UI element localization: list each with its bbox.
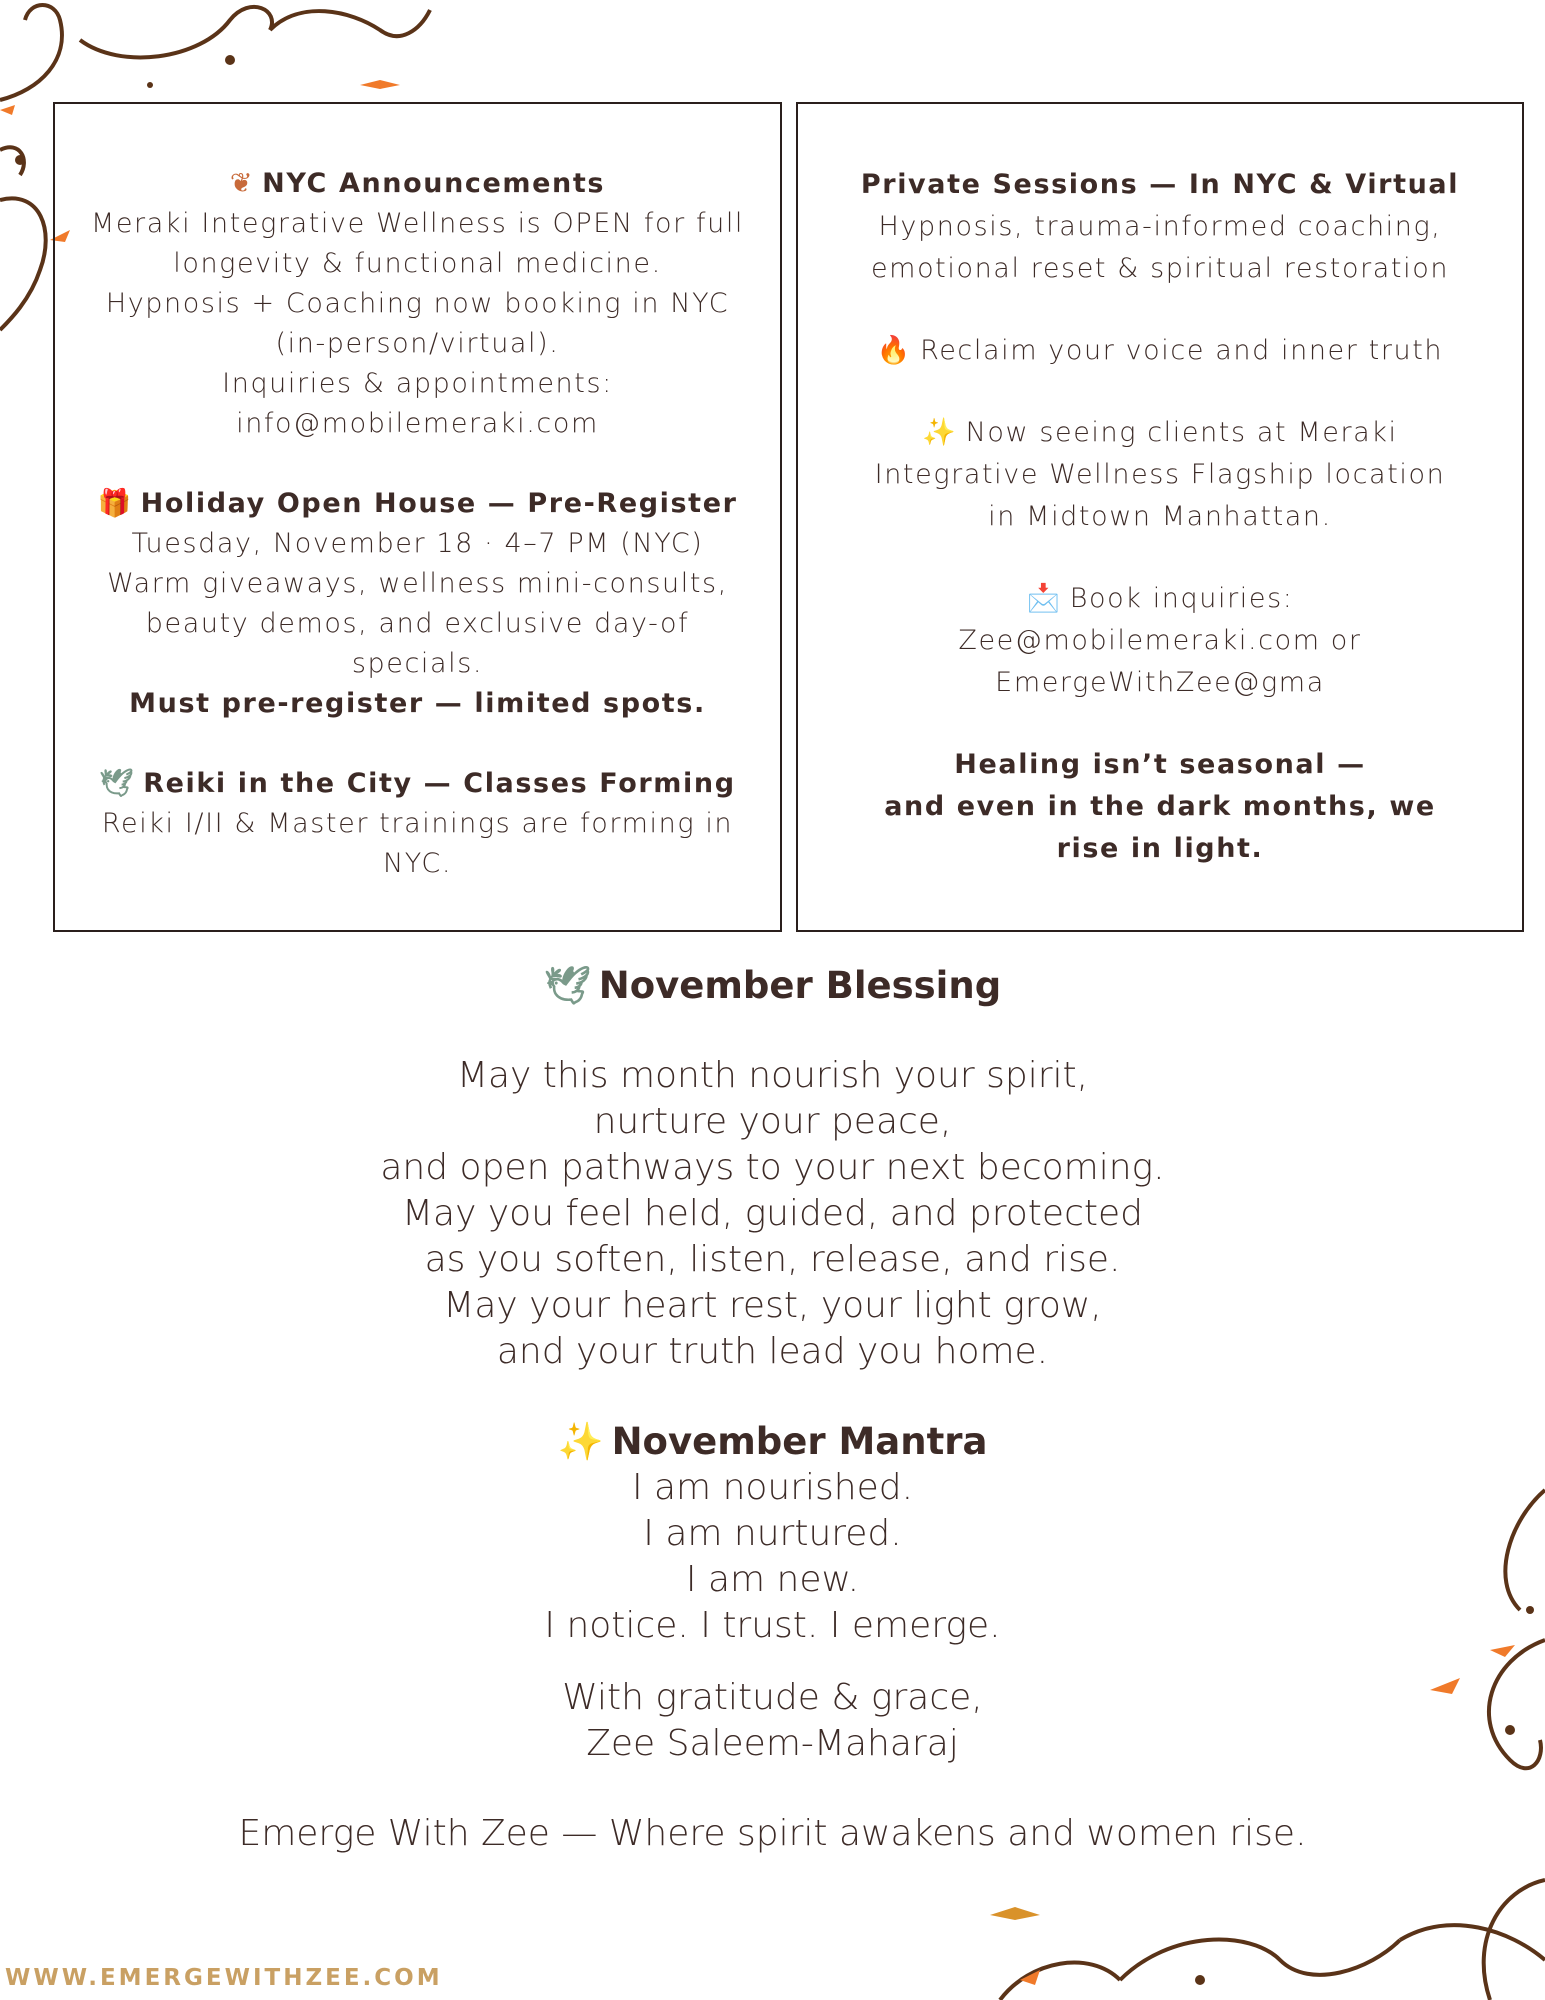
dove-icon: 🕊 [543,964,591,1007]
leaves-icon: ❦ [229,168,255,199]
sessions-line: emotional reset & spiritual restoration [870,253,1450,284]
open-house-line: specials. [351,648,484,679]
sessions-line: Hypnosis, trauma-informed coaching, [878,211,1442,242]
mantra-heading: ✨ November Mantra [557,1420,988,1463]
announcement-line: (in-person/virtual). [275,328,560,359]
announcements-heading: ❦ NYC Announcements [55,164,780,204]
mantra-line: I am nurtured. [643,1513,902,1554]
book-line: 📩 Book inquiries: [798,578,1522,620]
blessing-line: May your heart rest, your light grow, [443,1285,1102,1326]
reclaim-line: 🔥 Reclaim your voice and inner truth [798,330,1522,372]
gmail-link[interactable]: EmergeWithZee@gma [995,667,1325,698]
website-link[interactable]: WWW.EMERGEWITHZEE.COM [5,1965,443,1991]
blessing-line: May this month nourish your spirit, [456,1055,1089,1096]
blessing-line: and your truth lead you home. [496,1331,1049,1372]
open-house-line: beauty demos, and exclusive day-of [145,608,690,639]
mantra-line: I am nourished. [631,1467,914,1508]
nyc-announcements-panel [53,102,782,932]
reiki-line: Reiki I/II & Master trainings are forming in [101,808,734,839]
signoff-line: With gratitude & grace, [562,1677,983,1718]
blessing-line: May you feel held, guided, and protected [402,1193,1143,1234]
blessing-section [0,963,1545,1857]
blessing-line: as you soften, listen, release, and rise. [424,1239,1121,1280]
info-email-link[interactable]: info@mobilemeraki.com [236,408,599,439]
blessing-line: and open pathways to your next becoming. [380,1147,1165,1188]
preregister-note: Must pre-register — limited spots. [129,688,706,719]
open-house-heading: 🎁 Holiday Open House — Pre-Register [55,484,780,524]
open-house-line: Warm giveaways, wellness mini-consults, [107,568,728,599]
fire-icon: 🔥 [876,335,913,366]
seeing-line: ✨ Now seeing clients at Meraki [798,412,1522,454]
dove-icon: 🕊 [99,768,136,799]
open-house-line: Tuesday, November 18 · 4–7 PM (NYC) [131,528,704,559]
tagline: Emerge With Zee — Where spirit awakens and women rise. [238,1813,1307,1854]
closing-line: Healing isn’t seasonal — [954,749,1366,780]
reiki-heading: 🕊 Reiki in the City — Classes Forming [55,764,780,804]
mantra-line: I am new. [685,1559,860,1600]
announcement-line: Hypnosis + Coaching now booking in NYC [105,288,730,319]
announcement-line: longevity & functional medicine. [173,248,662,279]
signature-name: Zee Saleem-Maharaj [586,1723,959,1764]
mantra-line: I notice. I trust. I emerge. [544,1605,1001,1646]
closing-line: and even in the dark months, we [884,791,1436,822]
private-sessions-panel [796,102,1524,932]
gift-icon: 🎁 [97,488,133,519]
blessing-heading: 🕊 November Blessing [543,964,1002,1007]
envelope-icon: 📩 [1026,583,1062,614]
seeing-line: Integrative Wellness Flagship location [874,459,1446,490]
announcement-line: Meraki Integrative Wellness is OPEN for full [90,208,745,239]
blessing-line: nurture your peace, [593,1101,952,1142]
reiki-line: NYC. [382,848,453,879]
private-sessions-heading: Private Sessions — In NYC & Virtual [860,169,1460,200]
sparkles-icon: ✨ [922,417,958,448]
seeing-line: in Midtown Manhattan. [988,501,1332,532]
sparkles-icon: ✨ [557,1420,604,1463]
announcement-line: Inquiries & appointments: [222,368,613,399]
zee-email-link[interactable]: Zee@mobilemeraki.com or [958,625,1362,656]
closing-line: rise in light. [1056,833,1264,864]
